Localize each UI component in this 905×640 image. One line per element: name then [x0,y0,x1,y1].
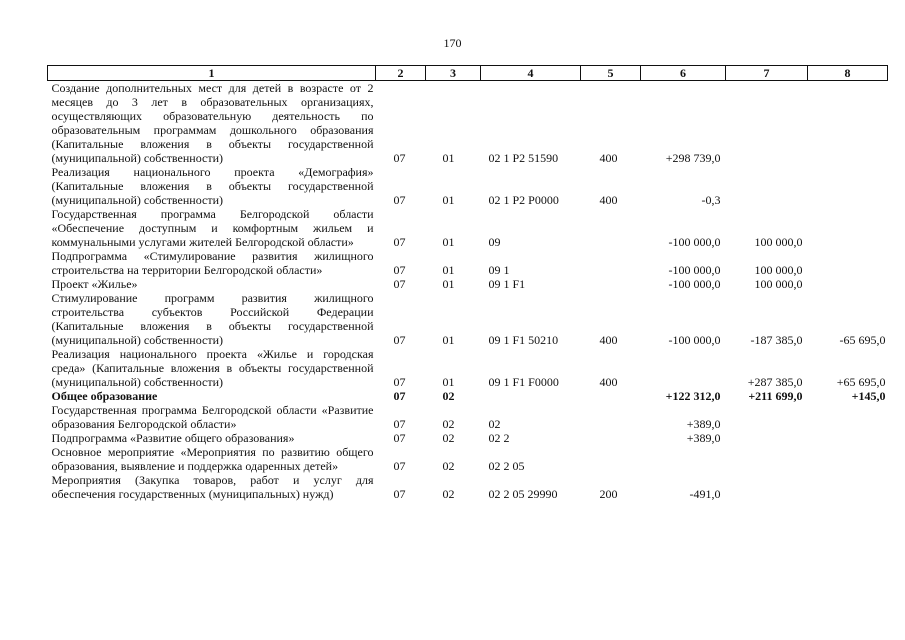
row-col7: -187 385,0 [750,333,803,347]
header-cell: 2 [376,66,426,81]
row-col6: -100 000,0 [668,235,721,249]
table-row [48,165,888,207]
row-col6: -100 000,0 [668,333,721,347]
table-row [48,431,888,445]
row-col8 [808,403,888,431]
row-subsection: 01 [442,235,455,249]
row-col7 [726,403,808,431]
row-target [481,389,581,403]
row-subsection: 01 [442,277,455,291]
row-target: 09 1 F1 50210 [488,333,559,347]
row-subsection: 02 [442,459,455,473]
row-subsection: 02 [442,417,455,431]
row-col7 [726,445,808,473]
row-col6: +298 739,0 [665,151,721,165]
row-name: Подпрограмма «Развитие общего образования» [51,431,295,445]
header-cell: 6 [641,66,726,81]
row-col7: 100 000,0 [754,263,803,277]
row-col8 [808,207,888,249]
row-target: 09 [488,235,501,249]
row-col6: -100 000,0 [668,277,721,291]
row-target: 09 1 [488,263,510,277]
row-name: Общее образование [51,389,158,403]
row-col8 [808,431,888,445]
row-subsection: 01 [442,333,455,347]
row-section: 07 [393,333,406,347]
header-cell: 1 [48,66,376,81]
row-subsection: 02 [442,431,455,445]
row-target: 02 1 P2 P0000 [488,193,559,207]
table-row [48,277,888,291]
row-name: Подпрограмма «Стимулирование развития жилищного строительства на территории Белгородской области» [51,249,374,277]
row-col7: 100 000,0 [754,277,803,291]
row-section: 07 [393,389,406,403]
row-expense-type [581,249,641,277]
row-section: 07 [393,487,406,501]
row-col8 [808,445,888,473]
row-expense-type [581,403,641,431]
row-col6: +389,0 [686,431,721,445]
table-row [48,445,888,473]
row-col6: -0,3 [701,193,721,207]
table-row [48,403,888,431]
header-cell: 5 [581,66,641,81]
row-col7 [726,81,808,166]
table-row [48,473,888,501]
row-name: Стимулирование программ развития жилищного строительства субъектов Российской Федерации (Капитальные вложения в объекты государственной (муниципальной) собственности) [51,291,374,347]
header-cell: 8 [808,66,888,81]
table-row [48,347,888,389]
row-name: Проект «Жилье» [51,277,138,291]
table-row [48,81,888,166]
row-col7: +211 699,0 [748,389,803,403]
row-name: Реализация национального проекта «Жилье и городская среда» (Капитальные вложения в объекты государственной (муниципальной) собственности) [51,347,374,389]
row-col8 [808,249,888,277]
row-section: 07 [393,235,406,249]
row-col8 [808,473,888,501]
row-subsection: 02 [442,487,455,501]
row-col7: +287 385,0 [747,375,803,389]
row-expense-type [581,445,641,473]
header-cell: 7 [726,66,808,81]
row-subsection: 01 [442,375,455,389]
table-header-row [48,66,888,81]
row-expense-type: 400 [599,375,618,389]
row-subsection: 01 [442,263,455,277]
row-col8 [808,81,888,166]
row-col8: +65 695,0 [836,375,886,389]
row-expense-type [581,277,641,291]
row-subsection: 02 [442,389,455,403]
row-target: 02 2 [488,431,510,445]
row-col7 [726,165,808,207]
row-col7: 100 000,0 [754,235,803,249]
budget-table [47,65,888,501]
row-name: Основное мероприятие «Мероприятия по развитию общего образования, выявление и поддержка одаренных детей» [51,445,374,473]
row-section: 07 [393,375,406,389]
row-name: Мероприятия (Закупка товаров, работ и услуг для обеспечения государственных (муниципальных) нужд) [51,473,374,501]
row-col7 [726,431,808,445]
row-section: 07 [393,193,406,207]
row-col8: -65 695,0 [839,333,886,347]
row-target: 02 2 05 29990 [488,487,558,501]
row-target: 09 1 F1 F0000 [488,375,559,389]
row-section: 07 [393,431,406,445]
row-section: 07 [393,263,406,277]
row-name: Государственная программа Белгородской области «Развитие образования Белгородской области» [51,403,374,431]
row-target: 02 1 P2 51590 [488,151,559,165]
row-name: Создание дополнительных мест для детей в возрасте от 2 месяцев до 3 лет в образовательных организациях, осуществляющих образовательную деятельность по образовательным программам дошкольного образования (Капитальные вложения в объекты государственной (муниципальной) собственности) [51,81,374,165]
row-col6: -491,0 [689,487,721,501]
row-target: 02 2 05 [488,459,525,473]
row-col6: +122 312,0 [665,389,721,403]
row-section: 07 [393,277,406,291]
row-col8 [808,277,888,291]
header-cell: 4 [481,66,581,81]
row-col6 [641,445,726,473]
page-number: 170 [443,36,462,50]
row-col8 [808,165,888,207]
row-subsection: 01 [442,193,455,207]
table-row [48,291,888,347]
row-col7 [726,473,808,501]
row-expense-type: 200 [599,487,618,501]
row-expense-type: 400 [599,333,618,347]
row-subsection: 01 [442,151,455,165]
row-section: 07 [393,151,406,165]
row-expense-type: 400 [599,151,618,165]
row-expense-type: 400 [599,193,618,207]
row-section: 07 [393,459,406,473]
row-name: Государственная программа Белгородской области «Обеспечение доступным и комфортным жильем и коммунальными услугами жителей Белгородской области» [51,207,374,249]
row-target: 09 1 F1 [488,277,526,291]
row-target: 02 [488,417,501,431]
row-name: Реализация национального проекта «Демография» (Капитальные вложения в объекты государственной (муниципальной) собственности) [51,165,374,207]
table-row-section-total [48,389,888,403]
row-expense-type [581,431,641,445]
row-col6: +389,0 [686,417,721,431]
row-col6: -100 000,0 [668,263,721,277]
table-row [48,249,888,277]
table-row [48,207,888,249]
row-col8: +145,0 [851,389,886,403]
row-expense-type [581,389,641,403]
header-cell: 3 [426,66,481,81]
row-section: 07 [393,417,406,431]
row-col6 [641,347,726,389]
row-expense-type [581,207,641,249]
